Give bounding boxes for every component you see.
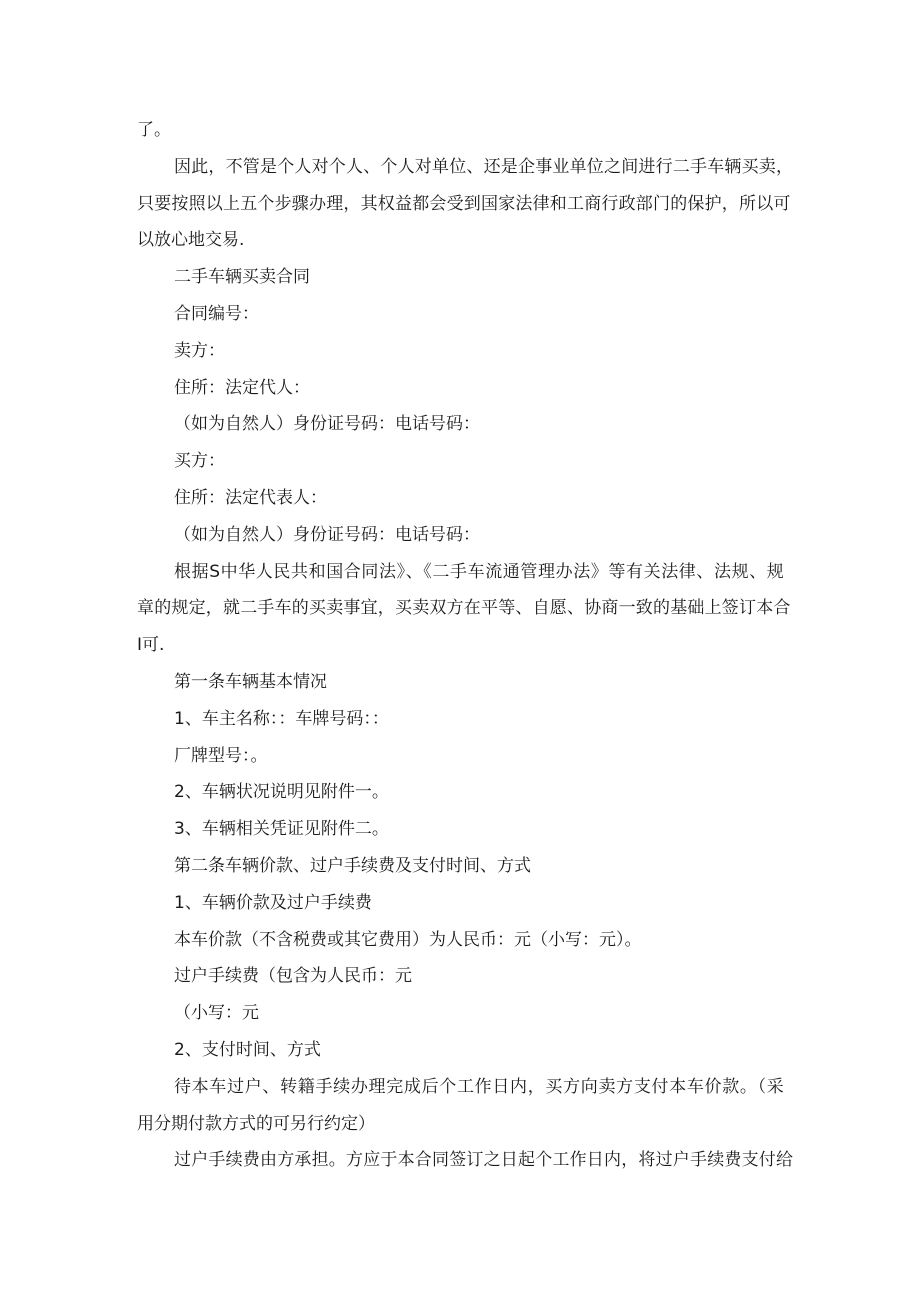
text-line: 本车价款（不含税费或其它费用）为人民币：元（小写：元）。	[174, 929, 642, 950]
list-item: 厂牌型号：。	[174, 745, 268, 766]
article-heading: 第二条车辆价款、过户手续费及支付时间、方式	[174, 855, 531, 876]
buyer-address-line: 住所：法定代表人：	[174, 487, 327, 508]
text-line: 以放心地交易.	[137, 230, 245, 251]
text-line: 过户手续费由方承担。方应于本合同签订之日起个工作日内，将过户手续费支付给	[174, 1150, 794, 1171]
text-line: （小写：元	[174, 1003, 259, 1024]
list-item: 1、车辆价款及过户手续费	[174, 892, 372, 913]
text-line: 了。	[137, 120, 171, 140]
text-line: 待本车过户、转籍手续办理完成后个工作日内，买方向卖方支付本车价款。（采	[174, 1076, 784, 1097]
text-line: 因此，不管是个人对个人、个人对单位、还是企事业单位之间进行二手车辆买卖，	[174, 156, 794, 177]
text-line: 章的规定，就二手车的买卖事宜，买卖双方在平等、自愿、协商一致的基础上签订本合	[137, 598, 791, 619]
list-item: 1、车主名称：：车牌号码：：	[174, 708, 389, 729]
buyer-id-line: （如为自然人）身份证号码：电话号码：	[174, 524, 480, 545]
buyer-label: 买方：	[174, 451, 225, 472]
list-item: 3、车辆相关凭证见附件二。	[174, 819, 389, 840]
document-body	[137, 112, 794, 1179]
contract-number-field: 合同编号：	[174, 303, 259, 324]
seller-label: 卖方：	[174, 340, 225, 361]
seller-address-line: 住所：法定代人：	[174, 377, 310, 398]
article-heading: 第一条车辆基本情况	[174, 671, 327, 692]
text-line: 根据S中华人民共和国合同法》、《二手车流通管理办法》等有关法律、法规、规	[174, 561, 784, 582]
text-line: 过户手续费（包含为人民币：元	[174, 966, 412, 987]
list-item: 2、车辆状况说明见附件一。	[174, 782, 389, 803]
text-line: I可.	[137, 635, 165, 656]
text-line: 用分期付款方式的可另行约定）	[137, 1113, 375, 1134]
list-item: 2、支付时间、方式	[174, 1039, 321, 1060]
contract-title: 二手车辆买卖合同	[174, 267, 310, 288]
seller-id-line: （如为自然人）身份证号码：电话号码：	[174, 414, 480, 435]
text-line: 只要按照以上五个步骤办理，其权益都会受到国家法律和工商行政部门的保护，所以可	[137, 193, 791, 214]
